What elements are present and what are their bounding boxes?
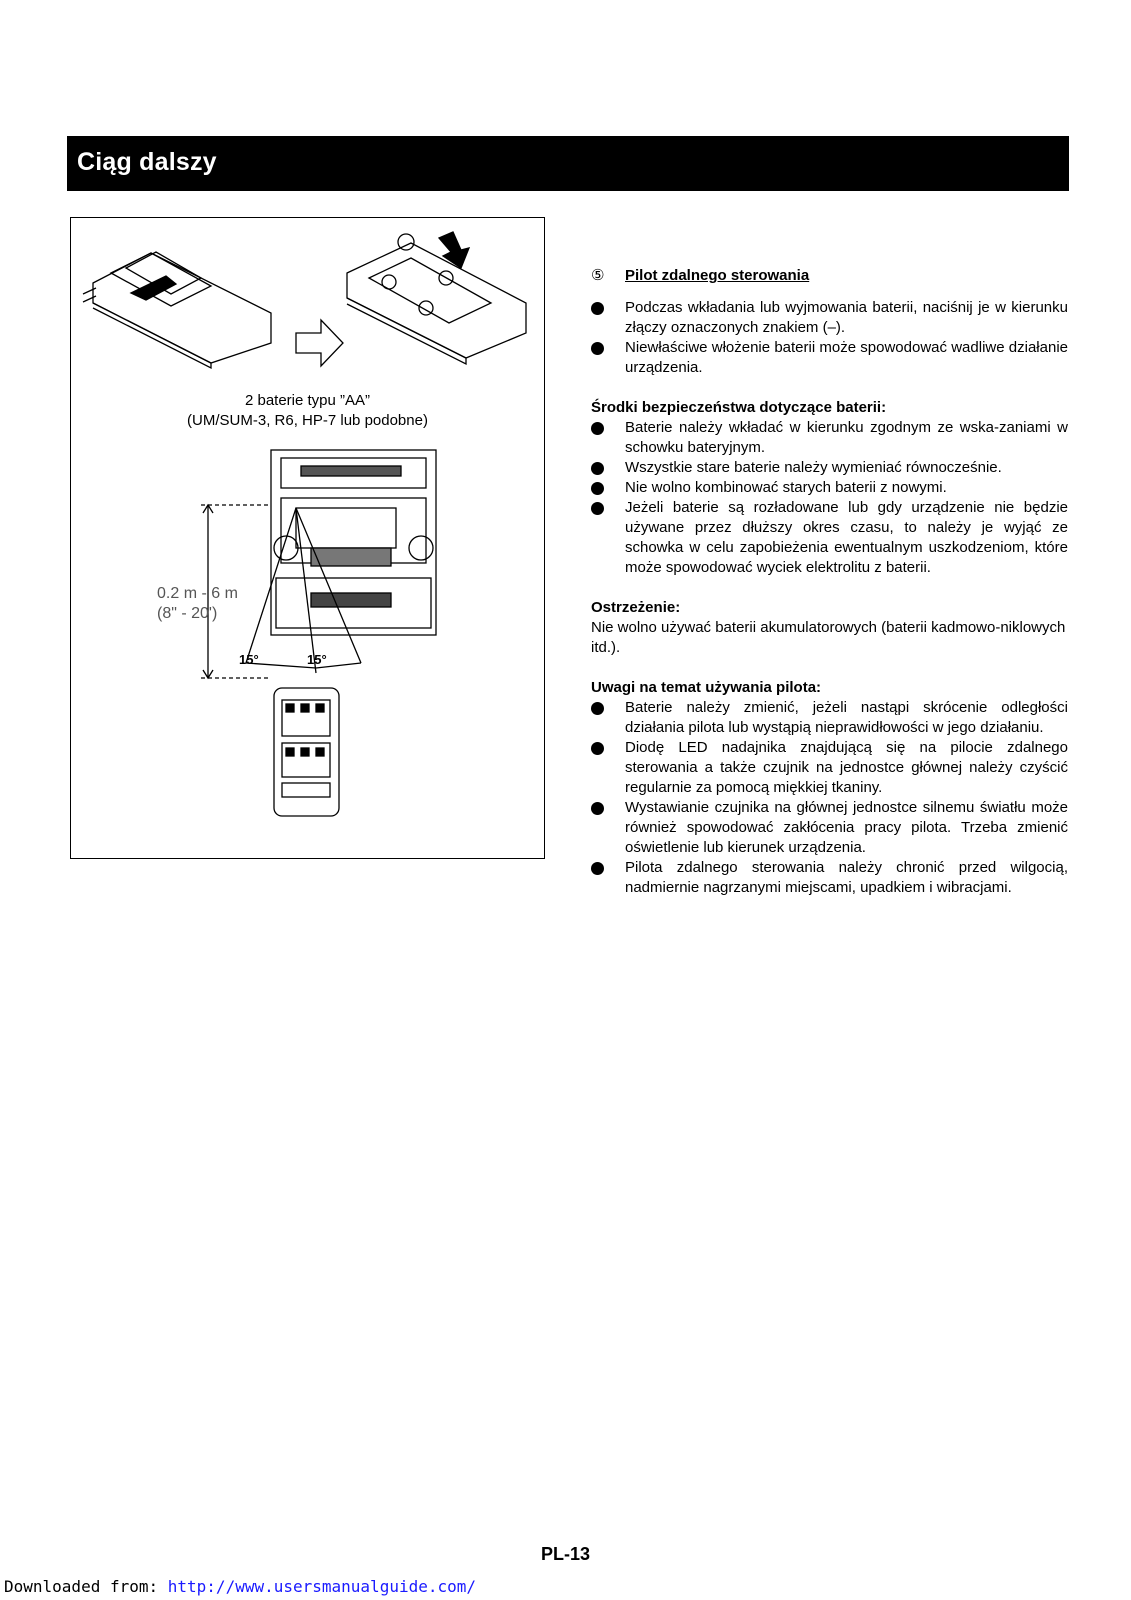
download-footer	[4, 1577, 476, 1596]
bullet-icon	[591, 462, 604, 475]
remote-section-title	[591, 266, 1068, 286]
angle-left-label: 15°	[239, 652, 259, 667]
remote-section-title-text: Pilot zdalnego sterowania	[625, 267, 810, 284]
bullet-icon	[591, 862, 604, 875]
list-item: Wszystkie stare baterie należy wymieniać równocześnie.	[591, 458, 1068, 478]
list-item: Diodę LED nadajnika znajdującą się na pilocie zdalnego sterowania a także czujnik na jednostce głównej należy czyścić regularnie za pomocą miękkiej tkaniny.	[591, 738, 1068, 798]
page-number: PL-13	[540, 1544, 591, 1564]
distance-metric: 0.2 m - 6 m	[157, 585, 238, 602]
section-number: ⑤	[591, 267, 605, 284]
distance-label	[157, 584, 238, 624]
list-item: Niewłaściwe włożenie baterii może spowodować wadliwe działanie urządzenia.	[591, 338, 1068, 378]
angle-right-label: 15°	[307, 652, 327, 667]
list-item: Jeżeli baterie są rozładowane lub gdy urządzenie nie będzie używane przez dłuższy okres czasu, to należy je wyjąć ze schowka w celu zapobieżenia ewentualnym uszkodzeniom, które może spowodować wyciek elektrolitu z baterii.	[591, 498, 1068, 578]
bullet-icon	[591, 742, 604, 755]
list-item: Baterie należy wkładać w kierunku zgodnym ze wska-zaniami w schowku bateryjnym.	[591, 418, 1068, 458]
footer-link[interactable]: http://www.usersmanualguide.com/	[167, 1577, 477, 1596]
list-item: Baterie należy zmienić, jeżeli nastąpi skrócenie odległości działania pilota lub wystąpią nieprawidłowości w jego działaniu.	[591, 698, 1068, 738]
battery-caption-line2: (UM/SUM-3, R6, HP-7 lub podobne)	[187, 412, 428, 429]
battery-caption	[71, 391, 544, 431]
stereo-unit-drawing	[271, 450, 436, 635]
remote-control-drawing	[274, 688, 339, 816]
warning-title: Ostrzeżenie:	[591, 599, 681, 616]
remote-illustration	[71, 218, 546, 860]
bullet-icon	[591, 342, 604, 355]
section-header-bar	[67, 136, 1069, 191]
list-item: Nie wolno kombinować starych baterii z nowymi.	[591, 478, 1068, 498]
list-item: Pilota zdalnego sterowania należy chronić przed wilgocią, nadmiernie nagrzanymi miejscami, upadkiem i wibracjami.	[591, 858, 1068, 898]
battery-safety-list	[591, 418, 1068, 578]
bullet-icon	[591, 502, 604, 515]
distance-imperial: (8" - 20')	[157, 605, 218, 622]
instructions-column	[591, 266, 1068, 898]
bullet-icon	[591, 302, 604, 315]
remote-usage-title: Uwagi na temat używania pilota:	[591, 679, 822, 696]
list-item: Wystawianie czujnika na głównej jednostce silnemu światłu może również spowodować zakłócenia pracy pilota. Trzeba zmienić oświetlenie lub kierunek urządzenia.	[591, 798, 1068, 858]
bullet-icon	[591, 702, 604, 715]
remote-open-cover-drawing	[83, 252, 271, 368]
page-title: Ciąg dalszy	[77, 148, 217, 176]
remote-illustration-box	[70, 217, 545, 859]
bullet-icon	[591, 802, 604, 815]
arrow-right-icon	[296, 320, 343, 366]
footer-label: Downloaded from:	[4, 1577, 168, 1596]
list-item: Podczas wkładania lub wyjmowania baterii, naciśnij je w kierunku złączy oznaczonych znakiem (–).	[591, 298, 1068, 338]
remote-section-list	[591, 298, 1068, 378]
bullet-icon	[591, 422, 604, 435]
remote-usage-list	[591, 698, 1068, 898]
battery-caption-line1: 2 baterie typu ”AA”	[244, 392, 371, 409]
battery-safety-title: Środki bezpieczeństwa dotyczące baterii:	[591, 399, 887, 416]
remote-battery-compartment-drawing	[347, 232, 526, 364]
warning-text: Nie wolno używać baterii akumulatorowych (baterii kadmowo-niklowych itd.).	[591, 619, 1066, 656]
bullet-icon	[591, 482, 604, 495]
